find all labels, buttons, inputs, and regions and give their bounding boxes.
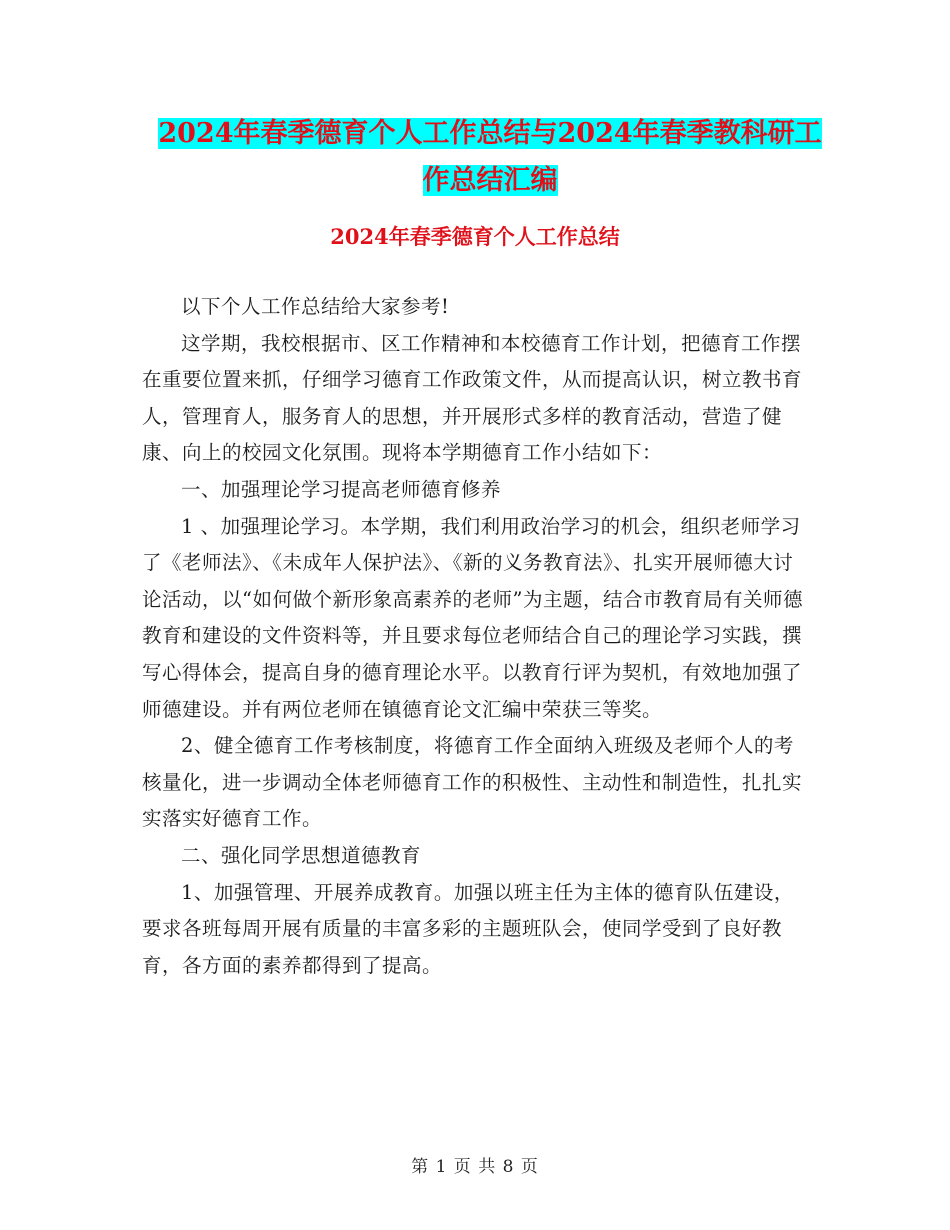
heading-part-two: 二、强化同学思想道德教育 (181, 843, 422, 867)
paragraph-theory-study: 1 、加强理论学习。本学期，我们利用政治学习的机会，组织老师学习了《老师法》、《未成年人保护法》、《新的义务教育法》、扎实开展师德大讨论活动，以“如何做个新形象高素养的老师”为主题，结合市教育局有关师德教育和建设的文件资料等，并且要求每位老师结合自己的理论学习实践，撰写心得体会，提高自身的德育理论水平。以教育行评为契机，有效地加强了师德建设。并有两位老师在镇德育论文汇编中荣获三等奖。 (142, 514, 803, 721)
paragraph-overview: 这学期，我校根据市、区工作精神和本校德育工作计划，把德育工作摆在重要位置来抓，仔细学习德育工作政策文件，从而提高认识，树立教书育人，管理育人，服务育人的思想，并开展形式多样的教育活动，营造了健康、向上的校园文化氛围。现将本学期德育工作小结如下： (142, 331, 803, 465)
paragraph-assessment: 2、健全德育工作考核制度，将德育工作全面纳入班级及老师个人的考核量化，进一步调动全体老师德育工作的积极性、主动性和制造性，扎扎实实落实好德育工作。 (142, 734, 803, 831)
section-title: 2024年春季德育个人工作总结 (330, 224, 620, 249)
paragraph-management: 1、加强管理、开展养成教育。加强以班主任为主体的德育队伍建设，要求各班每周开展有质量的丰富多彩的主题班队会，使同学受到了良好教育，各方面的素养都得到了提高。 (142, 880, 794, 977)
document-body (142, 289, 810, 984)
heading-part-one: 一、加强理论学习提高老师德育修养 (181, 477, 502, 501)
page-footer: 第 1 页 共 8 页 (411, 1157, 539, 1177)
paragraph-intro: 以下个人工作总结给大家参考! (181, 295, 450, 318)
document-title (140, 110, 840, 204)
document-title-line2: 作总结汇编 (422, 165, 558, 196)
document-title-line1: 2024年春季德育个人工作总结与2024年春季教科研工 (158, 118, 822, 149)
